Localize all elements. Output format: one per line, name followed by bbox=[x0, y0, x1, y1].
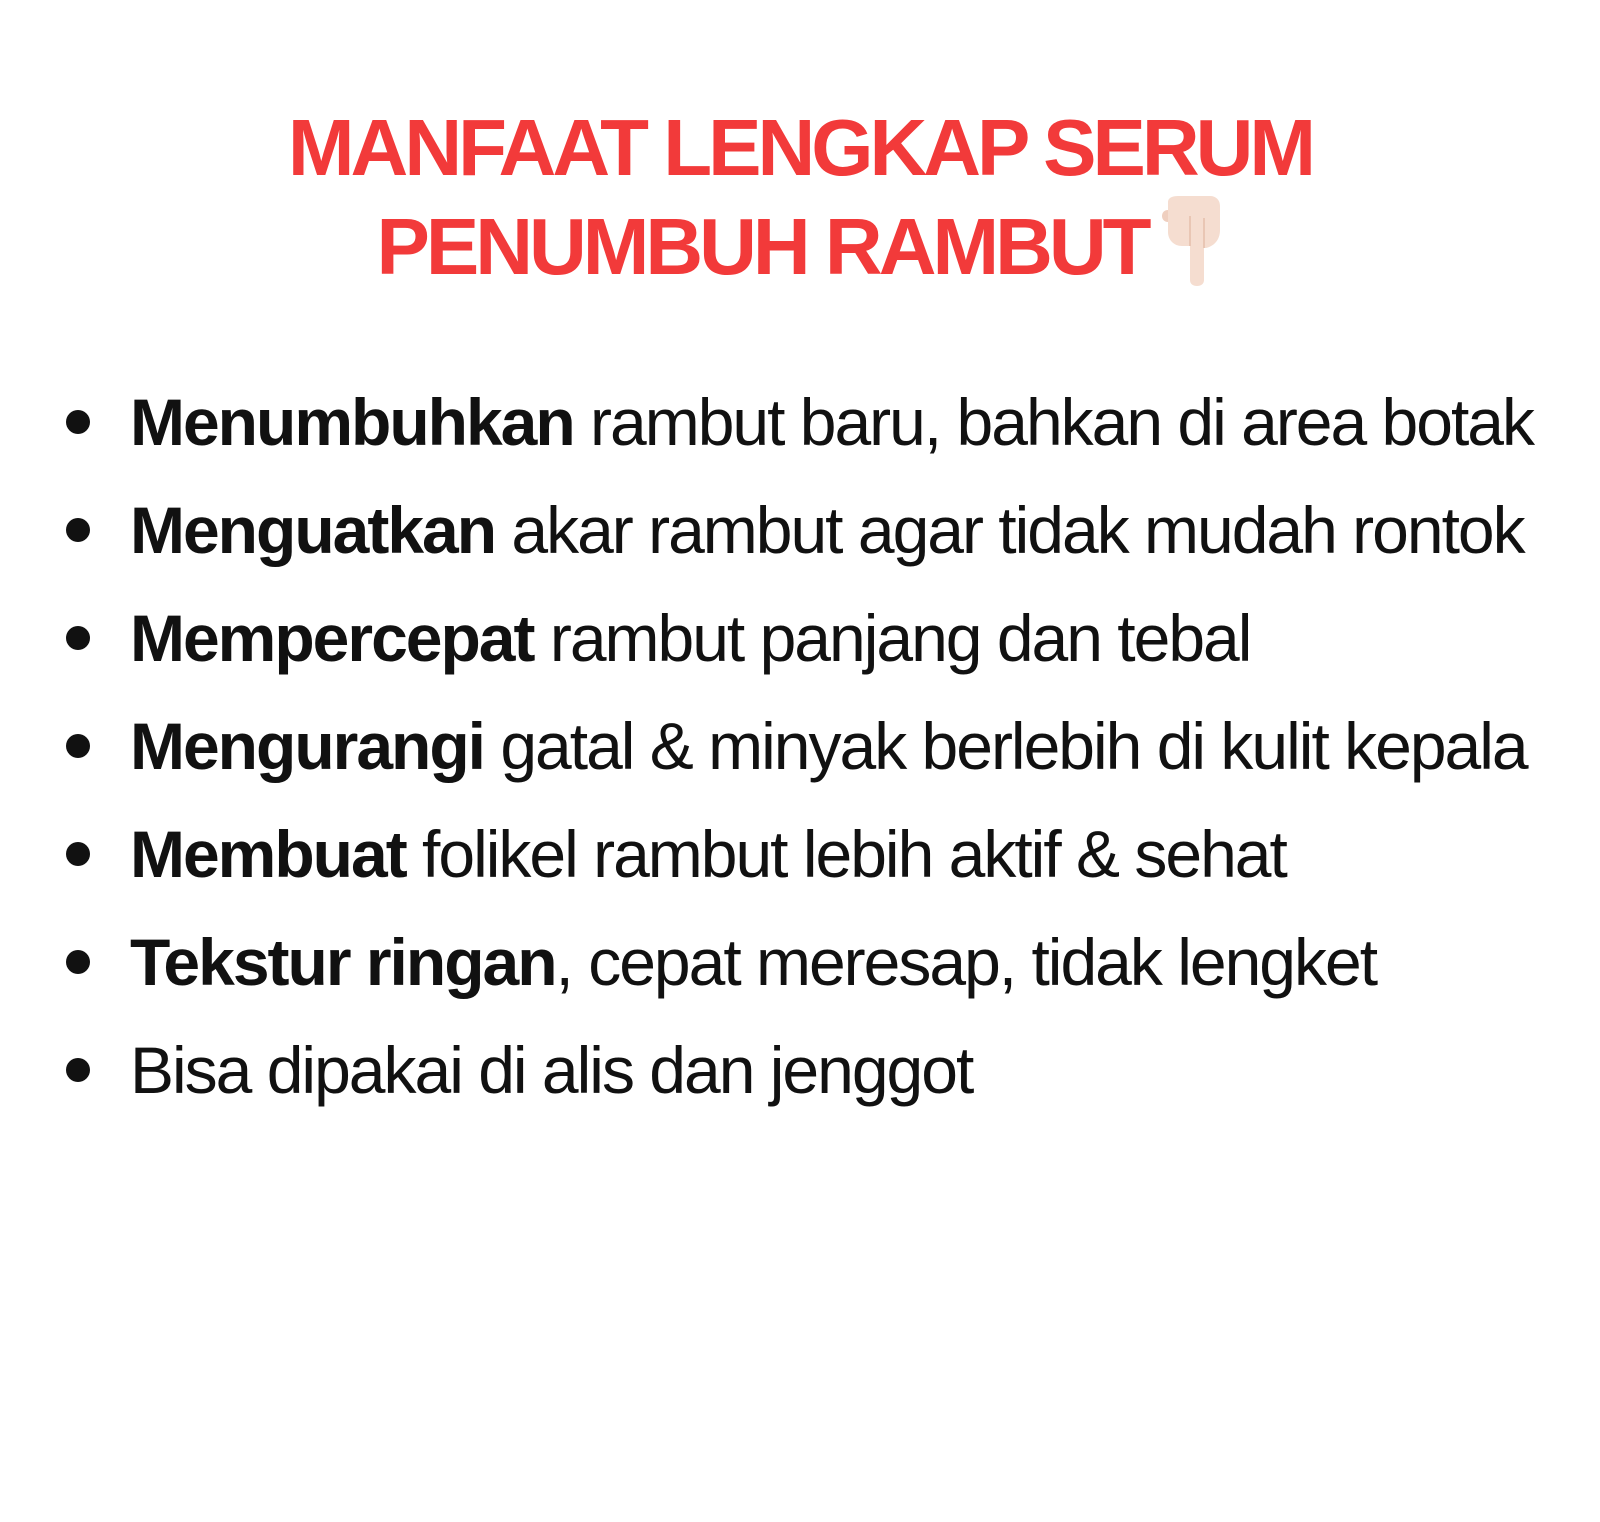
list-item bbox=[130, 368, 1550, 476]
bullet bbox=[66, 626, 90, 650]
bullet bbox=[66, 518, 90, 542]
benefit-list bbox=[130, 368, 1550, 1124]
list-item bbox=[130, 692, 1550, 800]
list-item bbox=[130, 476, 1550, 584]
list-item bbox=[130, 1016, 1550, 1124]
bullet bbox=[66, 1058, 90, 1082]
benefit-bold-text: Menumbuhkan bbox=[130, 385, 574, 459]
title-line-2-text: PENUMBUH RAMBUT bbox=[376, 202, 1148, 291]
bullet bbox=[66, 842, 90, 866]
list-item bbox=[130, 584, 1550, 692]
bullet bbox=[66, 950, 90, 974]
benefit-text: rambut baru, bahkan di area botak bbox=[573, 385, 1534, 459]
benefit-bold-text: Membuat bbox=[130, 817, 406, 891]
benefit-bold-text: Mengurangi bbox=[130, 709, 484, 783]
benefit-text: Bisa dipakai di alis dan jenggot bbox=[130, 1033, 973, 1107]
benefit-text: gatal & minyak berlebih di kulit kepala bbox=[484, 709, 1527, 783]
benefit-text: folikel rambut lebih aktif & sehat bbox=[405, 817, 1286, 891]
page-title bbox=[0, 100, 1600, 295]
benefit-text: rambut panjang dan tebal bbox=[533, 601, 1251, 675]
benefit-bold-text: Mempercepat bbox=[130, 601, 534, 675]
title-line-1: MANFAAT LENGKAP SERUM bbox=[287, 103, 1313, 192]
bullet bbox=[66, 734, 90, 758]
benefit-text: akar rambut agar tidak mudah rontok bbox=[495, 493, 1524, 567]
title-line-2 bbox=[0, 196, 1600, 295]
bullet bbox=[66, 410, 90, 434]
benefit-bold-text: Menguatkan bbox=[130, 493, 496, 567]
benefit-text: , cepat meresap, tidak lengket bbox=[555, 925, 1377, 999]
list-item bbox=[130, 908, 1550, 1016]
hand-pointing-down-icon bbox=[1160, 196, 1224, 286]
benefit-bold-text: Tekstur ringan bbox=[130, 925, 556, 999]
list-item bbox=[130, 800, 1550, 908]
